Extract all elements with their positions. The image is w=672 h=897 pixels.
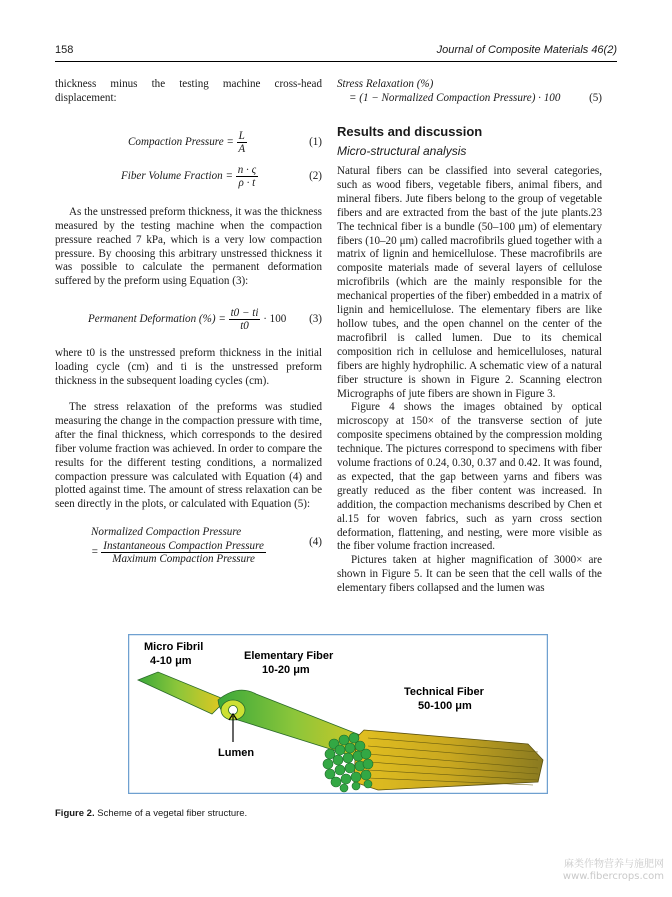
eq1-label: (1)	[309, 135, 322, 148]
eq2-label: (2)	[309, 169, 322, 182]
equation-3	[55, 305, 322, 335]
label-micro-fibril: Micro Fibril	[144, 641, 204, 653]
eq4-label: (4)	[309, 536, 322, 549]
eq5-line2: = (1 − Normalized Compaction Pressure) · 100	[349, 91, 561, 104]
eq5-label: (5)	[589, 92, 602, 104]
watermark	[563, 859, 664, 883]
eq3-label: (3)	[309, 313, 322, 326]
figure-fiber-structure	[128, 634, 548, 794]
intro-text: thickness minus the testing machine cross-head displacement:	[55, 78, 322, 104]
figure-caption	[55, 808, 247, 819]
eq1-denominator: A	[238, 142, 246, 155]
eq4-numerator: Instantaneous Compaction Pressure	[103, 540, 264, 553]
label-technical-fiber: Technical Fiber	[404, 686, 484, 698]
caption-label: Figure 2.	[55, 808, 95, 819]
paragraph-stress-relaxation: The stress relaxation of the preforms was studied measuring the change in the compaction pressure with time, after the final thickness, which corresponds to the desired fiber volume fraction was achieved. In order to compare the results for the different testing conditions, a normalized compaction pressure was calculated with Equation (4) and plotted against time. The amount of stress relaxation can be seen directly in the plots, or calculated with Equation (5):	[55, 400, 322, 511]
eq3-tail: · 100	[263, 313, 287, 326]
eq4-lhs: Normalized Compaction Pressure	[91, 526, 242, 539]
fiber-scheme-diagram	[128, 634, 548, 794]
eq3-lhs: Permanent Deformation (%) =	[88, 313, 226, 326]
watermark-line2: www.fibercrops.com	[562, 871, 664, 882]
journal-name: Journal of Composite Materials 46(2)	[436, 44, 617, 56]
label-elementary-fiber-size: 10-20 μm	[262, 664, 310, 676]
equation-4: Normalized Compaction Pressure = $\frac{\text{Instantaneous Compaction Pressure}}{\text{Maximum Compaction Pressure}}$ (4)	[91, 526, 322, 566]
eq2-lhs: Fiber Volume Fraction =	[121, 169, 233, 182]
paragraph-thickness: As the unstressed preform thickness, it was the thickness measured by the testing machine when the compaction pressure reached 7 kPa, which is a very low compaction pressure. By choosing this arbitrary unstressed thickness it was possible to calculate the permanent deformation suffered by the preform using Equation (3):	[55, 205, 322, 288]
left-column	[55, 78, 322, 570]
header-rule	[55, 61, 617, 62]
eq1-lhs: Compaction Pressure =	[128, 135, 234, 148]
eq3-numerator: t0 − ti	[230, 307, 259, 320]
section-heading: Results and discussion	[337, 124, 483, 139]
caption-text: Scheme of a vegetal fiber structure.	[97, 808, 248, 819]
eq1-numerator: L	[238, 129, 245, 142]
running-header	[55, 44, 617, 60]
eq4-denominator: Maximum Compaction Pressure	[112, 553, 255, 566]
eq5-line1: Stress Relaxation (%)	[337, 78, 434, 90]
label-elementary-fiber: Elementary Fiber	[244, 650, 334, 662]
watermark-line1: 麻类作物营养与施肥网	[564, 859, 664, 870]
label-lumen: Lumen	[218, 747, 255, 759]
page-number: 158	[55, 44, 74, 56]
equation-5	[337, 78, 602, 108]
equation-1	[55, 128, 322, 158]
equation-2	[55, 162, 322, 196]
label-technical-fiber-size: 50-100 μm	[418, 700, 472, 712]
subsection-heading: Micro-structural analysis	[337, 144, 467, 158]
eq2-numerator: n · ς	[237, 163, 257, 176]
label-micro-fibril-size: 4-10 μm	[150, 655, 192, 667]
eq2-denominator: ρ · t	[238, 176, 256, 189]
paragraph-figure4: Figure 4 shows the images obtained by optical microscopy at 150× of the transverse section of jute composite specimens obtained by the compression molding technique. The pictures correspond to specimens with fiber volume fractions of 0.24, 0.30, 0.37 and 0.42. It was found, as expected, that the gap between yarns and fibers was greatly reduced as the fiber content was increased. In addition, the compaction mechanisms described by Chen et al.15 for woven fabrics, such as yarn cross section deformation, flattening, and nesting, were more visible as the fiber volume fraction increased.	[337, 401, 602, 553]
paragraph-figure5: Pictures taken at higher magnification of 3000× are shown in Figure 5. It can be seen that the cell walls of the elementary fibers collapsed and the lumen was	[337, 554, 602, 595]
paragraph-where: where t0 is the unstressed preform thickness in the initial loading cycle (cm) and ti is the unstressed preform thickness in the subsequent loading cycles (cm).	[55, 347, 322, 388]
eq3-denominator: t0	[240, 320, 249, 333]
right-column	[337, 78, 602, 596]
paragraph-natural-fibers: Natural fibers can be classified into several categories, such as wood fibers, vegetable fibers, animal fibers, and mineral fibers. Jute fibers belong to the group of vegetable fibers and are extracted from the bast of the jute plants.23 The technical fiber is a bundle (50–100 μm) of elementary fibers (10–20 μm) called macrofibrils glued together with a matrix of lignin and hemicellulose. These macrofibrils are composite materials made of several layers of cellulose microfibrils (which are the mainly responsible for the mechanical properties of the fiber) embedded in a matrix of lignin and hemicellulose. The elementary fibers are like hollow tubes, and the open channel on the center of the macrofibril is called lumen. Due to its chemical composition rich in cellulose and hemicelluloses, natural fibers are highly hydrophilic. A schematic view of a natural fiber structure is shown in Figure 2. Scanning electron Micrographs of jute fibers are shown in Figure 3.	[337, 165, 602, 400]
